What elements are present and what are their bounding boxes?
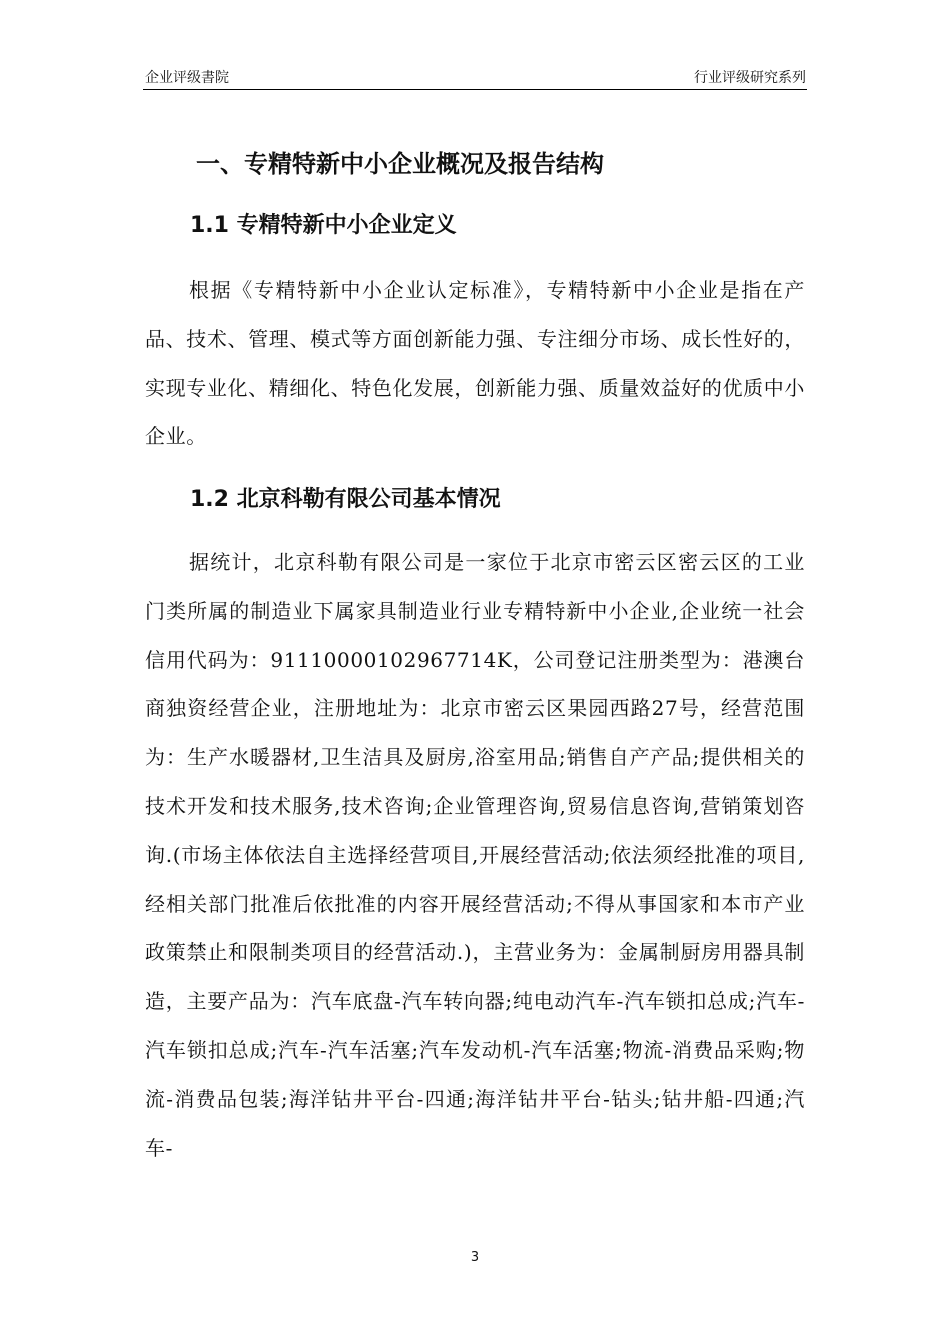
company-info-paragraph: 据统计，北京科勒有限公司是一家位于北京市密云区密云区的工业门类所属的制造业下属家具制造业行业专精特新中小企业,企业统一社会信用代码为：91110000102967714K，公司登记注册类型为：港澳台商独资经营企业，注册地址为：北京市密云区果园西路27号，经营范围为：生产水暖器材,卫生洁具及厨房,浴室用品;销售自产产品;提供相关的技术开发和技术服务,技术咨询;企业管理咨询,贸易信息咨询,营销策划咨询.(市场主体依法自主选择经营项目,开展经营活动;依法须经批准的项目,经相关部门批准后依批准的内容开展经营活动;不得从事国家和本市产业政策禁止和限制类项目的经营活动.)，主营业务为：金属制厨房用器具制造，主要产品为：汽车底盘-汽车转向器;纯电动汽车-汽车锁扣总成;汽车-汽车锁扣总成;汽车-汽车活塞;汽车发动机-汽车活塞;物流-消费品采购;物流-消费品包装;海洋钻井平台-四通;海洋钻井平台-钻头;钻井船-四通;汽车- <box>145 550 805 1160</box>
header-right-title: 行业评级研究系列 <box>694 70 806 86</box>
definition-paragraph: 根据《专精特新中小企业认定标准》，专精特新中小企业是指在产品、技术、管理、模式等方面创新能力强、专注细分市场、成长性好的，实现专业化、精细化、特色化发展，创新能力强、质量效益好的优质中小企业。 <box>145 278 805 449</box>
subsection-heading-definition: 1.1 专精特新中小企业定义 <box>190 213 457 238</box>
section-heading: 一、专精特新中小企业概况及报告结构 <box>196 150 604 178</box>
page-number: 3 <box>470 1250 480 1265</box>
header-left-title: 企业评级書院 <box>145 70 229 86</box>
subsection-heading-company-info: 1.2 北京科勒有限公司基本情况 <box>190 487 501 512</box>
header-divider <box>143 89 807 90</box>
